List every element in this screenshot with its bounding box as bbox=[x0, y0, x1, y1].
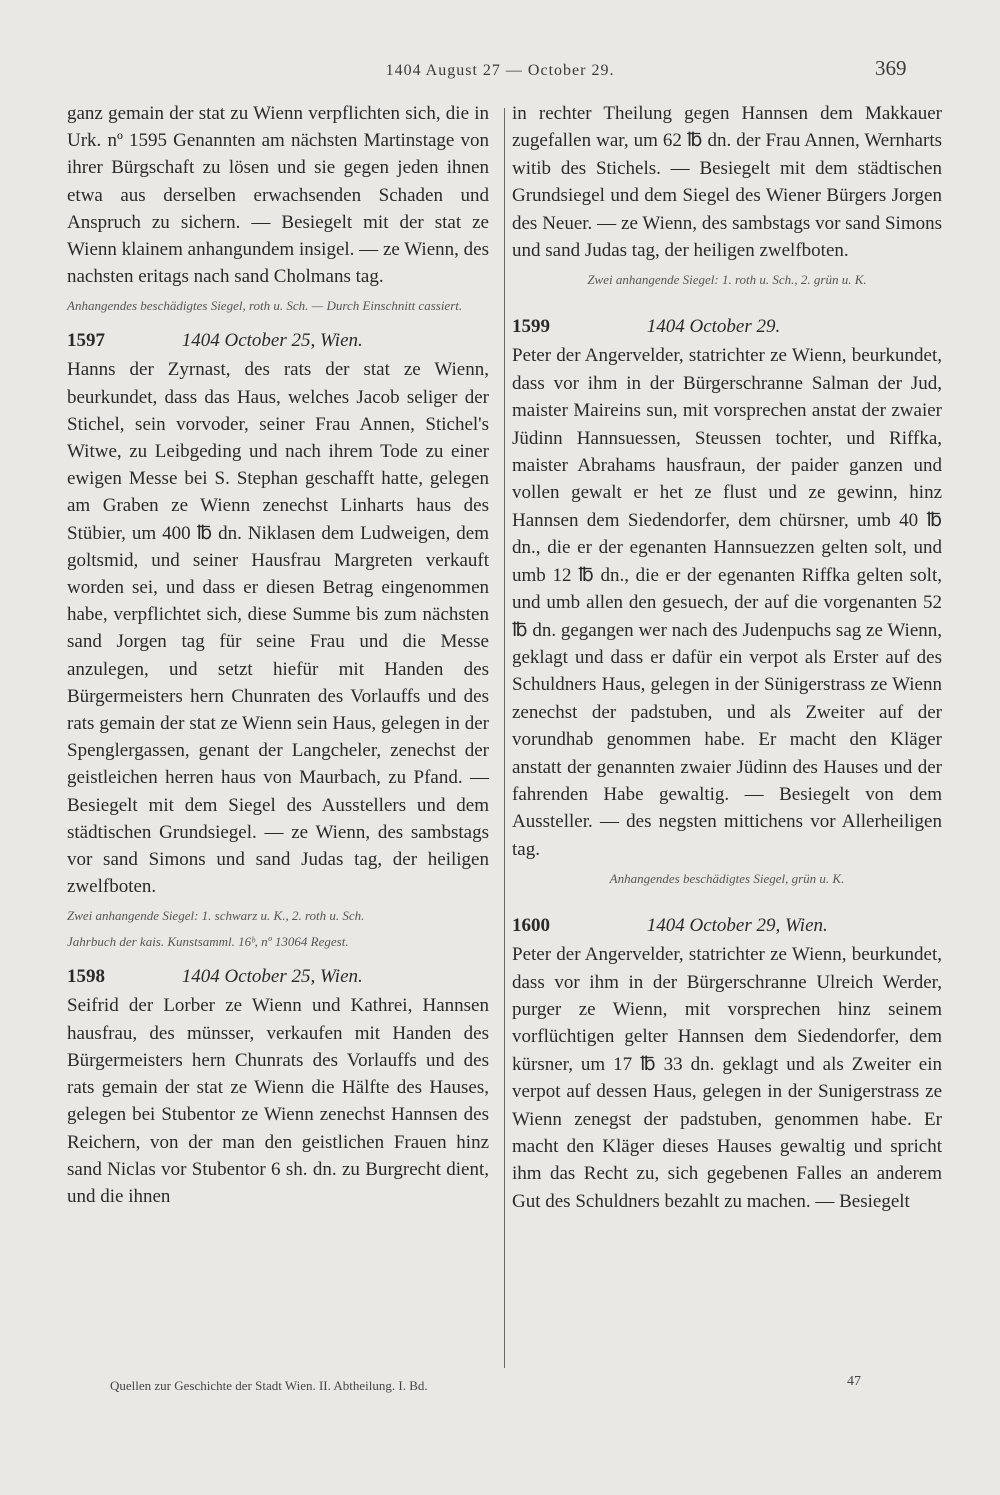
document-heading-1597 bbox=[67, 330, 489, 352]
document-date: 1404 October 29. bbox=[646, 316, 781, 338]
document-number: 1599 bbox=[512, 316, 550, 338]
seal-note: Zwei anhangende Siegel: 1. roth u. Sch., 2. grün u. K. bbox=[587, 272, 867, 288]
document-number: 1598 bbox=[67, 966, 105, 988]
left-column bbox=[67, 100, 489, 1210]
running-head: 1404 August 27 — October 29. bbox=[385, 62, 615, 79]
page-number: 369 bbox=[875, 56, 907, 80]
seal-note: Anhangendes beschädigtes Siegel, roth u. Sch. — Durch Einschnitt cassiert. bbox=[67, 298, 463, 314]
footer-source: Quellen zur Geschichte der Stadt Wien. II. Abtheilung. I. Bd. bbox=[110, 1378, 428, 1393]
document-text-1599: Peter der Angervelder, statrichter ze Wienn, beurkundet, dass vor ihm in der Bürgerschranne Salman der Jud, maister Maireins sun, mit vorsprechen anstat der zwaier Jüdinn Hannsuessen, Steussen tochter, und Riffka, maister Abrahams hausfraun, der paider ganzen und vollen gewalt er het ze flust und ze gewinn, hinz Hannsen dem Siedendorfer, dem chürsner, umb 40 ℔ dn., die er der egenanten Hannsuezzen gelten solt, und umb 12 ℔ dn., die er der egenanten Riffka gelten solt, und umb allen den gesuech, der auf die vorgenanten 52 ℔ dn. gegangen wer nach des Judenpuchs sag ze Wienn, geklagt und dass er dafür ein verpot als Erster auf des Schuldners Haus, gelegen in der Sünigerstrass ze Wienn zenechst der padstuben, und als Zweiter auf der vorundhab genommen habe. Er macht den Kläger anstatt der genannten zwaier Jüdinn des Hauses und der fahrenden Habe gewaltig. — Besiegelt von dem Aussteller. — des negsten mittichens vor Allerheiligen tag. bbox=[512, 345, 942, 860]
footer-signature: 47 bbox=[847, 1374, 861, 1389]
column-divider bbox=[504, 108, 505, 1368]
document-heading-1598 bbox=[67, 966, 489, 988]
document-text-1598: Seifrid der Lorber ze Wienn und Kathrei, Hannsen hausfrau, des münsser, verkaufen mit Handen des Bürgermeisters hern Chunrats des Vorlauffs und des rats gemain der stat ze Wienn die Hälfte des Hauses, gelegen bei Stubentor ze Wienn zenechst Hannsen des Reichern, von der man den geistlichen Frauen hinz sand Niclas vor Stubentor 6 sh. dn. zu Burgrecht dient, und die ihnen bbox=[67, 995, 489, 1207]
seal-note-1599: Anhangendes beschädigtes Siegel, grün u. K. bbox=[609, 871, 845, 887]
document-heading-1600 bbox=[512, 915, 942, 937]
continued-text: in rechter Theilung gegen Hannsen dem Makkauer zugefallen war, um 62 ℔ dn. der Frau Annen, Wernharts witib des Stichels. — Besiegelt mit dem städtischen Grundsiegel und dem Siegel des Wiener Bürgers Jorgen des Neuer. — ze Wienn, des sambstags vor sand Simons und sand Judas tag, der heiligen zwelfboten. bbox=[512, 103, 942, 262]
document-text-1600: Peter der Angervelder, statrichter ze Wienn, beurkundet, dass vor ihm in der Bürgerschranne Ulreich Werder, purger ze Wienn, mit vorsprechen hinz seinem vorflüchtigen gelter Hannsen dem Siedendorfer, dem kürsner, um 17 ℔ 33 dn. geklagt und als Zweiter ein verpot auf dessen Haus, gelegen in der Sunigerstrass ze Wienn zenegst der padstuben, genommen habe. Er macht den Kläger dieses Hauses gewaltig und spricht ihm das Recht zu, sich gegebenen Falles an anderem Gut des Schuldners bezahlt zu machen. — Besiegelt bbox=[512, 944, 942, 1212]
continued-text: ganz gemain der stat zu Wienn verpflichten sich, die in Urk. nº 1595 Genannten am nächsten Martinstage von ihrer Bürgschaft zu lösen und sie gegen jeden ihnen etwa aus derselben erwachsenden Schaden und Anspruch zu sichern. — Besiegelt mit der stat ze Wienn klainem anhangundem insigel. — ze Wienn, des nachsten eritags nach sand Cholmans tag. bbox=[67, 103, 489, 288]
seal-note-1597: Zwei anhangende Siegel: 1. schwarz u. K., 2. roth u. Sch. bbox=[67, 908, 365, 924]
document-number: 1597 bbox=[67, 330, 105, 352]
document-text-1597: Hanns der Zyrnast, des rats der stat ze Wienn, beurkundet, dass das Haus, welches Jacob seliger der Stichel, sein vorvoder, seiner Frau Annen, Stichel's Witwe, zu Leibgeding und nach ihrem Tode zu einer ewigen Messe bei S. Stephan geschafft hatte, gelegen am Graben ze Wienn zenechst Linharts haus des Stübier, um 400 ℔ dn. Niklasen dem Ludweigen, dem goltsmid, und seiner Hausfrau Margreten verkauft worden sei, und dass er diesen Betrag eingenommen habe, verpflichtet sich, diese Summe bis zum nächsten sand Jorgen tag für seine Frau und die Messe anzulegen, und setzt hiefür mit Handen des Bürgermeisters hern Chunraten des Vorlauffs und des rats gemain der stat ze Wienn sein Haus, gelegen in der Spenglergassen, genant der Langcheler, zenechst der geistleichen herren haus von Maurbach, zu Pfand. — Besiegelt mit dem Siegel des Ausstellers und dem städtischen Grundsiegel. — ze Wienn, des sambstags vor sand Simons und sand Judas tag, der heiligen zwelfboten. bbox=[67, 359, 489, 898]
document-date: 1404 October 29, Wien. bbox=[646, 915, 828, 937]
reference-note-1597: Jahrbuch der kais. Kunstsamml. 16ᵇ, nº 13064 Regest. bbox=[67, 934, 349, 950]
document-date: 1404 October 25, Wien. bbox=[181, 966, 363, 988]
document-number: 1600 bbox=[512, 915, 550, 937]
document-date: 1404 October 25, Wien. bbox=[181, 330, 363, 352]
document-heading-1599 bbox=[512, 316, 942, 338]
right-column bbox=[512, 100, 942, 1215]
